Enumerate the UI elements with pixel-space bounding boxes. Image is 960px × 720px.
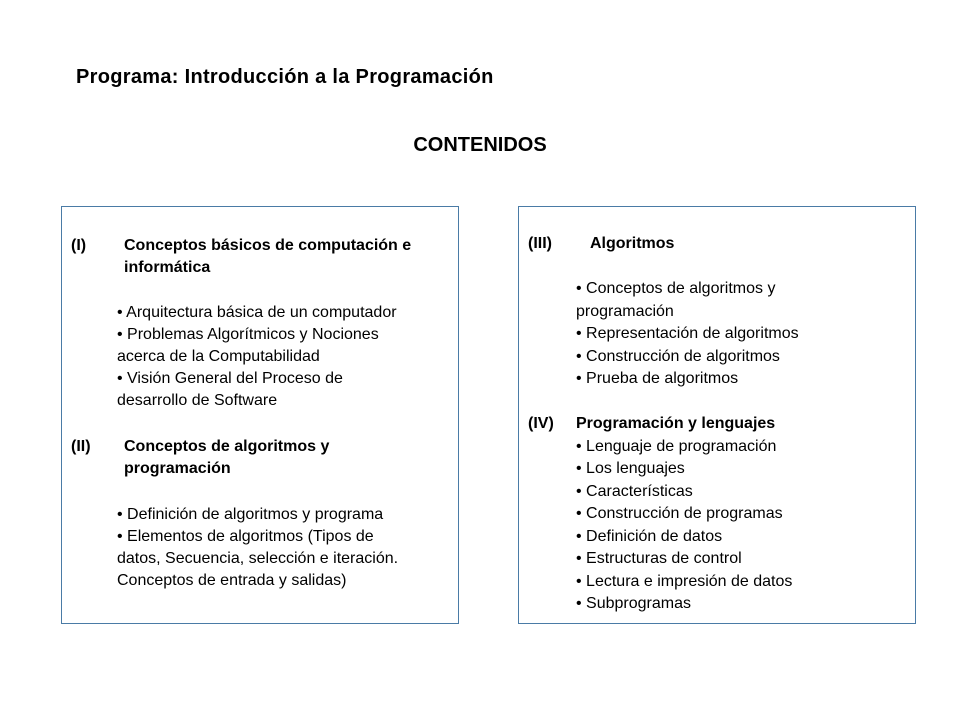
section-1-item-continued: desarrollo de Software xyxy=(117,392,278,409)
section-3-heading-text: Algoritmos xyxy=(590,235,675,252)
section-2-item: • Elementos de algoritmos (Tipos de xyxy=(117,528,374,545)
section-2-item: • Definición de algoritmos y programa xyxy=(117,506,384,523)
section-1-item: • Arquitectura básica de un computador xyxy=(117,304,397,321)
section-3-item-continued: programación xyxy=(576,303,674,320)
section-3-number: (III) xyxy=(528,235,552,252)
section-3-item: • Representación de algoritmos xyxy=(576,325,799,342)
section-1-heading-line-1: Conceptos básicos de computación e xyxy=(124,237,412,254)
section-4-item: • Lectura e impresión de datos xyxy=(576,573,793,590)
slide-title: Programa: Introducción a la Programación xyxy=(76,66,494,88)
section-4-number: (IV) xyxy=(528,415,554,432)
section-2-heading-line-1: Conceptos de algoritmos y xyxy=(124,438,330,455)
section-4-item: • Construcción de programas xyxy=(576,505,783,522)
slide-subtitle: CONTENIDOS xyxy=(413,134,547,156)
left-content-box xyxy=(61,206,459,624)
section-1-item: • Visión General del Proceso de xyxy=(117,370,343,387)
section-2-item-continued: datos, Secuencia, selección e iteración. xyxy=(117,550,399,567)
section-4-item: • Estructuras de control xyxy=(576,550,742,567)
section-2-heading-line-2: programación xyxy=(124,460,231,477)
section-1-number: (I) xyxy=(71,237,87,254)
section-3-item: • Prueba de algoritmos xyxy=(576,370,739,387)
section-4-item: • Los lenguajes xyxy=(576,460,685,477)
section-4-item: • Definición de datos xyxy=(576,528,723,545)
section-4-item: • Lenguaje de programación xyxy=(576,438,777,455)
section-1-item: • Problemas Algorítmicos y Nociones xyxy=(117,326,379,343)
section-2-number: (II) xyxy=(71,438,91,455)
right-content-box xyxy=(518,206,916,624)
section-2-item-continued: Conceptos de entrada y salidas) xyxy=(117,572,347,589)
section-4-item: • Subprogramas xyxy=(576,595,691,612)
section-4-item: • Características xyxy=(576,483,693,500)
section-1-item-continued: acerca de la Computabilidad xyxy=(117,348,320,365)
section-3-item: • Construcción de algoritmos xyxy=(576,348,780,365)
section-3-item: • Conceptos de algoritmos y xyxy=(576,280,776,297)
section-4-heading-text: Programación y lenguajes xyxy=(576,415,776,432)
section-1-heading-line-2: informática xyxy=(124,259,211,276)
